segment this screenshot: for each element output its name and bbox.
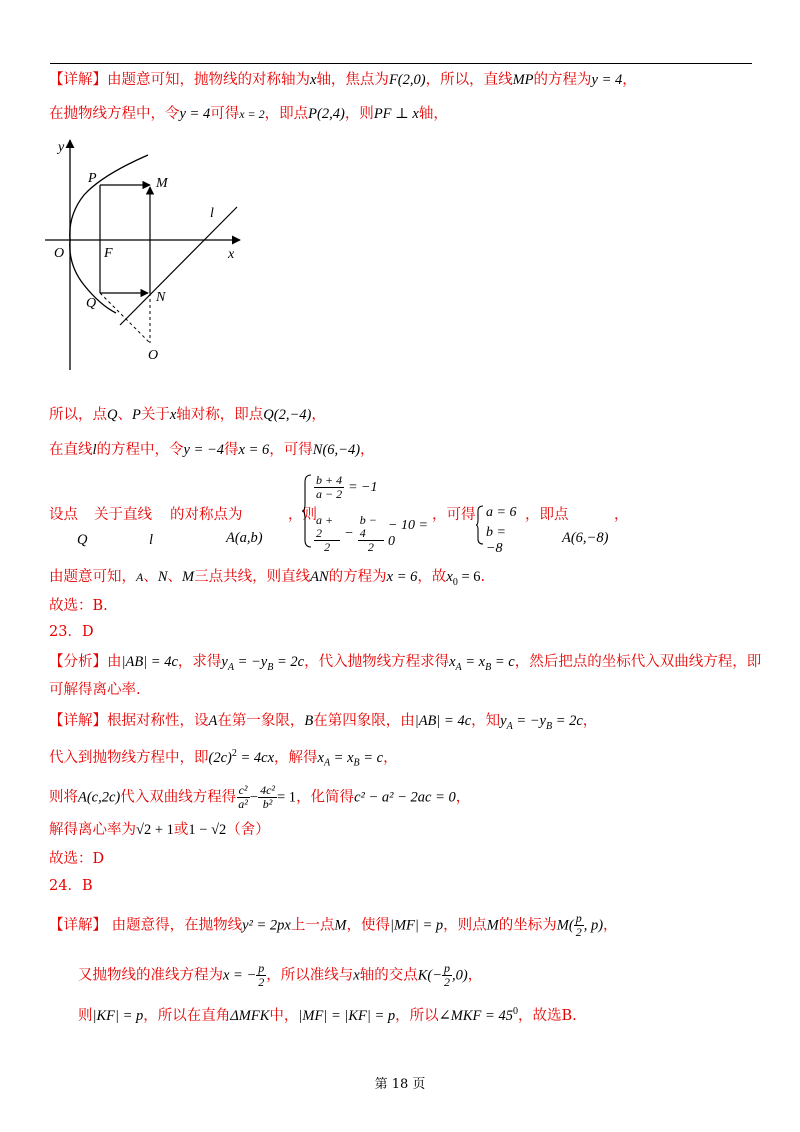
system-row-1: $\frac{b + 4}{a - 2}$ = −1 <box>316 473 378 501</box>
q22-line-2: 在抛物线方程中，令y = 4可得x = 2，即点P(2,4)，则PF ⊥ x轴， <box>49 106 448 122</box>
header-rule <box>50 63 752 64</box>
q22-line-5-A2: A(6,−8) <box>562 530 609 546</box>
q22-line-4: 在直线l的方程中，令y = −4得x = 6，可得N(6,−4)， <box>49 442 375 458</box>
page-footer: 第 18 页 <box>374 1077 426 1092</box>
label-F: F <box>104 246 113 261</box>
q24-heading: 24．B <box>49 878 93 894</box>
label-O: O <box>54 246 65 261</box>
label-P: P <box>88 171 97 186</box>
system-equations-1 <box>302 472 432 554</box>
segment-QO <box>100 293 150 343</box>
q23-heading: 23．D <box>49 624 94 640</box>
parabola-curve <box>70 155 148 313</box>
q22-answer: 故选：B. <box>49 598 108 614</box>
q22-line-6: 由题意可知，A、N、M三点共线，则直线AN的方程为x = 6，故$x_0 = 6$. <box>49 569 486 588</box>
q23-detail-line-1: 【详解】根据对称性，设A在第一象限，B在第四象限，由|AB| = 4c，知$y_A = -y_B = 2c$， <box>49 713 598 732</box>
q23-analysis-line-1: 【分析】由|AB| = 4c，求得$y_A = -y_B = 2c$，代入抛物线方程求得$x_A = x_B = c$，然后把点的坐标代入双曲线方程，即 <box>49 654 762 673</box>
q22-line-5-Q: Q <box>77 532 88 548</box>
q23-analysis-line-2: 可解得离心率. <box>49 682 141 698</box>
system2-row-1: a = 6 <box>486 505 517 520</box>
label-M: M <box>156 176 168 191</box>
label-x: x <box>228 247 235 262</box>
detail-tag: 【详解】 <box>49 72 107 88</box>
q23-answer: 故选：D <box>49 851 105 867</box>
q23-detail-line-3: 则将A(c,2c)代入双曲线方程得 $\frac{\text{c²}}{\text{a²}}$ − $\frac{\text{4c²}}{\text{b²}}$ = 1，化简得c² − a² − 2ac = 0， <box>49 783 471 811</box>
q24-line-1: 【详解】 由题意得，在抛物线y² = 2px上一点M，使得|MF| = p，则点M的坐标为M( $\frac{p}{2}$ , p)， <box>49 911 618 939</box>
label-Q: Q <box>86 296 97 311</box>
q24-line-2: 又抛物线的准线方程为x = − $\frac{p}{2}$ ，所以准线与x轴的交点K(− $\frac{p}{2}$ ,0)， <box>78 961 483 989</box>
brace-icon <box>302 474 312 548</box>
q22-line-5-point: ，即点 <box>525 507 569 523</box>
brace-icon <box>476 505 484 545</box>
q22-line-5-A: A(a,b) <box>226 530 263 546</box>
q22-line-5-obtain: ，可得 <box>432 507 476 523</box>
label-O-reflection: O <box>148 348 159 363</box>
q24-line-3: 则|KF| = p，所以在直角ΔMFK中，|MF| = |KF| = p，所以∠MKF = $45^0$，故选B. <box>78 1006 577 1024</box>
q22-line-5-comma: ， <box>614 507 629 523</box>
system-row-2: $\frac{a + 2}{2}$ − $\frac{b - 4}{2}$ − 10 = 0 <box>316 513 428 554</box>
system2-row-2: b = −8 <box>486 525 506 556</box>
label-N: N <box>156 290 166 305</box>
q22-line-3: 所以，点Q、P关于x轴对称，即点Q(2,−4)， <box>49 407 326 423</box>
q23-detail-line-4: 解得离心率为√2 + 1或1 − √2（舍） <box>49 822 270 838</box>
q23-detail-line-2: 代入到抛物线方程中，即$(2c)^2 = 4cx$，解得$x_A = x_B = c$， <box>49 748 398 769</box>
parabola-figure <box>40 135 260 375</box>
system-equations-2 <box>476 503 524 556</box>
label-l: l <box>210 206 214 221</box>
label-y: y <box>58 140 65 155</box>
q22-line-1: 【详解】由题意可知，抛物线的对称轴为x轴，焦点为F(2,0)，所以，直线MP的方程为y = 4， <box>49 72 637 88</box>
q22-line-5: 设点 关于直线 的对称点为 <box>49 507 243 523</box>
line-l <box>120 207 237 325</box>
q22-line-5-l: l <box>149 532 154 548</box>
q22-line-5-then: ，则 <box>288 507 317 523</box>
